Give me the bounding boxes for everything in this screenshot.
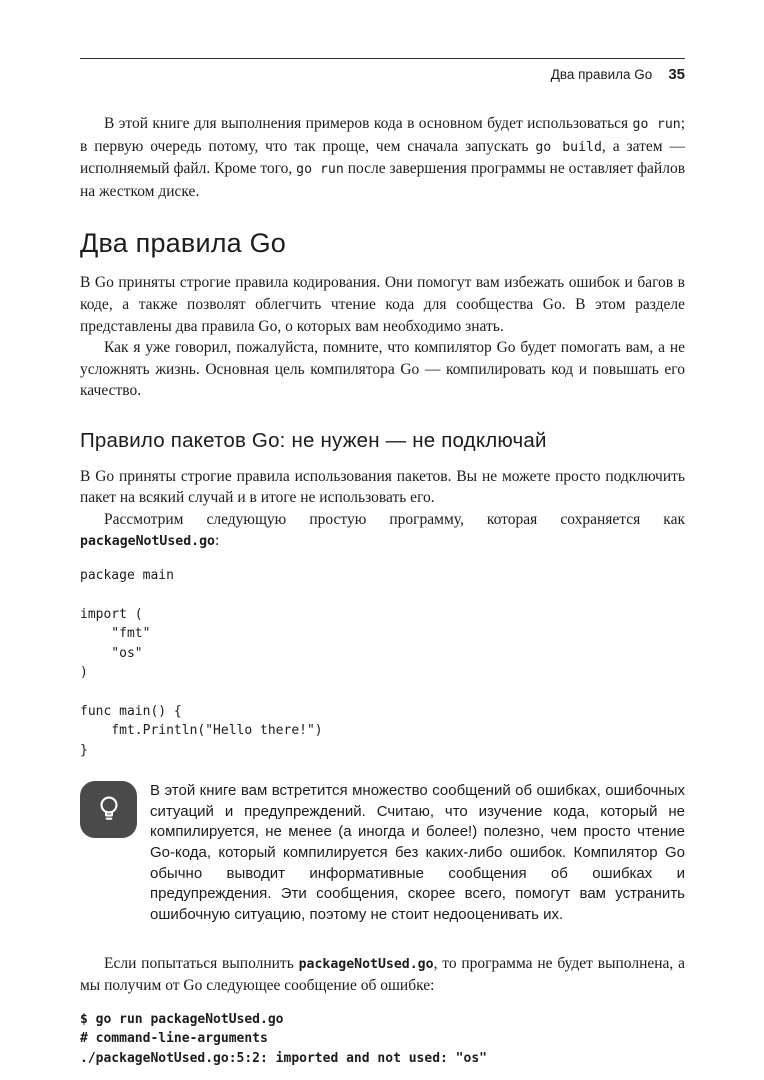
section-title-two-rules: Два правила Go [80,228,287,259]
code-line: import ( [80,606,143,622]
page-header [80,58,685,83]
code-line: # command-line-arguments [80,1031,268,1047]
text-run: Если попытаться выполнить [104,954,299,972]
text-run: , а затем — исполняемый файл. Кроме того, [80,137,685,178]
paragraph-intro [80,113,685,202]
code-line: func main() { [80,703,182,719]
paragraph: В Go приняты строгие правила кодирования. Они помогут вам избежать ошибок и багов в коде, а также позволят облегчить чтение кода для сообщества Go. В этом разделе представлены два правила Go, о которых вам необходимо знать. [80,274,685,335]
running-head: Два правила Go [550,67,653,82]
code-line: $ go run packageNotUsed.go [80,1012,284,1028]
code-line: ) [80,664,88,680]
code-block-program [80,566,685,760]
paragraph: В Go приняты строгие правила использования пакетов. Вы не можете просто подключить пакет на всякий случай и в итоге не использовать его. [80,467,685,507]
code-line: "fmt" [80,626,151,642]
text-run: , то программа не будет выполнена, а мы получим от Go следующее сообщение об ошибке: [80,954,685,995]
code-line: } [80,742,88,758]
code-line: ./packageNotUsed.go:5:2: imported and not used: "os" [80,1050,487,1066]
paragraph [80,953,685,997]
code-line: package main [80,567,174,583]
text-run: В этой книге для выполнения примеров кода в основном будет использоваться [104,115,633,132]
section-title-package-rule: Правило пакетов Go: не нужен — не подключай [80,428,547,452]
inline-code: packageNotUsed.go [298,956,434,972]
code-line: "os" [80,645,143,661]
header-row [80,59,685,83]
paragraph: Как я уже говорил, пожалуйста, помните, что компилятор Go будет помогать вам, а не усложнять жизнь. Основная цель компилятора Go — компилировать код и повышать его качество. [80,339,685,400]
text-run: Рассмотрим следующую простую программу, которая сохраняется как [104,510,685,528]
inline-code: go build [535,139,602,155]
code-line [80,682,685,701]
inline-code: packageNotUsed.go [80,534,215,550]
lightbulb-icon [80,781,137,838]
note-text: В этой книге вам встретится множество сообщений об ошибках, ошибочных ситуаций и предупреждений. Считаю, что изучение кода, который не компилируется, не менее (а иногда и более!) полезно, чем просто чтение Go-кода, который компилируется без каких-либо ошибок. Компилятор Go обычно выводит информативные сообщения об ошибках и предупреждения. Эти сообщения, скорее всего, помогут вам устранить ошибочную ситуацию, поэтому не стоит недооценивать их. [150,781,685,924]
code-block-error-output [80,1010,685,1068]
paragraph [80,509,685,553]
inline-code: go run [296,162,344,178]
text-run: : [214,532,220,550]
text-run: ; в первую очередь потому, что так проще, чем сначала запускать [80,115,686,155]
page-number: 35 [668,66,685,83]
inline-code: go run [632,117,681,132]
tip-note [80,781,685,926]
text-run: после завершения программы не оставляет файлов на жестком диске. [80,160,686,200]
code-line [80,585,685,604]
code-line: fmt.Println("Hello there!") [80,723,323,739]
